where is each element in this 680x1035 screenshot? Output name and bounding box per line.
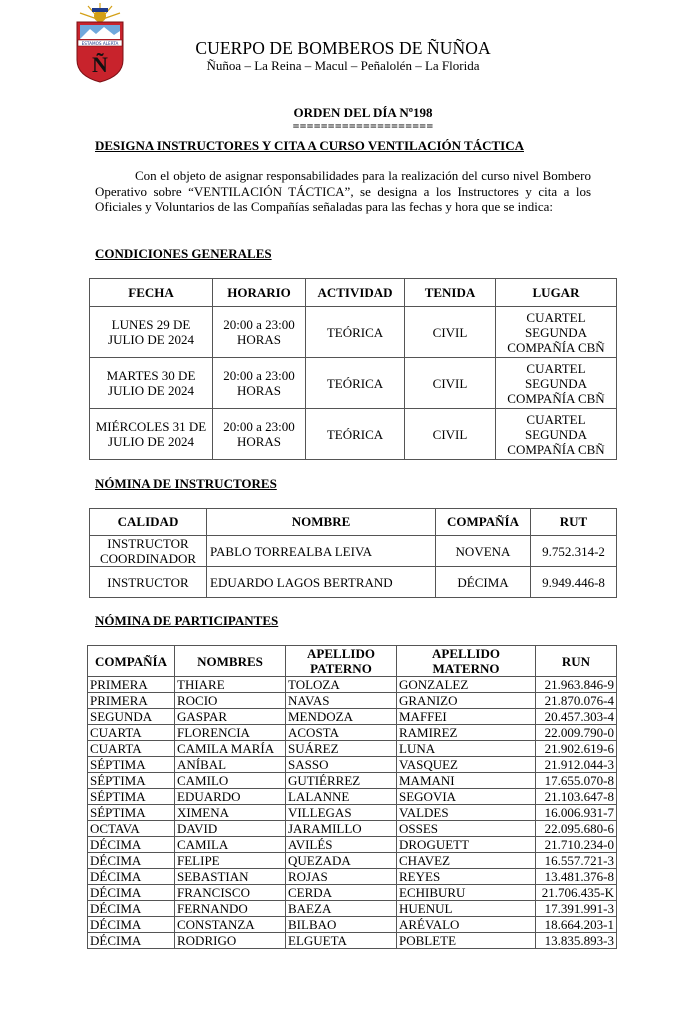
order-title: ORDEN DEL DÍA Nº198 (293, 105, 433, 120)
table-cell: ROJAS (286, 869, 397, 885)
table-cell: MIÉRCOLES 31 DE JULIO DE 2024 (90, 409, 213, 460)
table-cell: 21.902.619-6 (536, 741, 617, 757)
table-cell: JARAMILLO (286, 821, 397, 837)
table-cell: HUENUL (397, 901, 536, 917)
participant-row (88, 869, 617, 885)
conditions-table (89, 278, 617, 460)
table-cell: CUARTA (88, 741, 175, 757)
table-cell: INSTRUCTOR COORDINADOR (90, 536, 207, 567)
table-cell: PRIMERA (88, 693, 175, 709)
table-cell: 22.009.790-0 (536, 725, 617, 741)
table-cell: SEBASTIAN (175, 869, 286, 885)
table-cell: DÉCIMA (88, 837, 175, 853)
table-cell: 21.912.044-3 (536, 757, 617, 773)
participant-row (88, 789, 617, 805)
table-cell: VILLEGAS (286, 805, 397, 821)
table-cell: 20:00 a 23:00 HORAS (213, 409, 306, 460)
column-header: COMPAÑÍA (88, 646, 175, 677)
table-cell: 21.870.076-4 (536, 693, 617, 709)
table-cell: SÉPTIMA (88, 757, 175, 773)
table-cell: 13.835.893-3 (536, 933, 617, 949)
table-cell: ELGUETA (286, 933, 397, 949)
table-cell: ECHIBURU (397, 885, 536, 901)
table-cell: OSSES (397, 821, 536, 837)
table-cell: 17.655.070-8 (536, 773, 617, 789)
table-cell: QUEZADA (286, 853, 397, 869)
table-cell: CUARTA (88, 725, 175, 741)
conditions-row (90, 358, 617, 409)
table-cell: DÉCIMA (88, 901, 175, 917)
table-cell: SÉPTIMA (88, 789, 175, 805)
column-header: LUGAR (496, 279, 617, 307)
table-cell: GUTIÉRREZ (286, 773, 397, 789)
table-cell: 21.963.846-9 (536, 677, 617, 693)
table-cell: DÉCIMA (436, 567, 531, 598)
conditions-heading: CONDICIONES GENERALES (95, 246, 272, 261)
table-cell: LUNA (397, 741, 536, 757)
table-cell: GONZALEZ (397, 677, 536, 693)
column-header: CALIDAD (90, 509, 207, 536)
table-cell: DÉCIMA (88, 885, 175, 901)
column-header: APELLIDO PATERNO (286, 646, 397, 677)
participant-row (88, 837, 617, 853)
instructor-row (90, 567, 617, 598)
table-cell: CUARTEL SEGUNDA COMPAÑÍA CBÑ (496, 358, 617, 409)
table-cell: MARTES 30 DE JULIO DE 2024 (90, 358, 213, 409)
table-cell: BILBAO (286, 917, 397, 933)
table-cell: REYES (397, 869, 536, 885)
participant-row (88, 853, 617, 869)
participant-row (88, 917, 617, 933)
logo-letter: Ñ (92, 52, 108, 77)
table-cell: CIVIL (405, 409, 496, 460)
order-subject: DESIGNA INSTRUCTORES Y CITA A CURSO VENTILACIÓN TÁCTICA (95, 138, 524, 153)
instructor-row (90, 536, 617, 567)
participant-row (88, 693, 617, 709)
participants-heading: NÓMINA DE PARTICIPANTES (95, 613, 279, 628)
column-header: FECHA (90, 279, 213, 307)
table-cell: PABLO TORREALBA LEIVA (207, 536, 436, 567)
table-cell: 21.710.234-0 (536, 837, 617, 853)
table-cell: CAMILA (175, 837, 286, 853)
table-cell: CERDA (286, 885, 397, 901)
participants-header-row (88, 646, 617, 677)
conditions-row (90, 307, 617, 358)
table-cell: GRANIZO (397, 693, 536, 709)
table-cell: TEÓRICA (306, 307, 405, 358)
participant-row (88, 773, 617, 789)
table-cell: 22.095.680-6 (536, 821, 617, 837)
table-cell: SASSO (286, 757, 397, 773)
table-cell: CHAVEZ (397, 853, 536, 869)
participant-row (88, 725, 617, 741)
table-cell: CIVIL (405, 307, 496, 358)
table-cell: GASPAR (175, 709, 286, 725)
table-cell: CUARTEL SEGUNDA COMPAÑÍA CBÑ (496, 307, 617, 358)
table-cell: VASQUEZ (397, 757, 536, 773)
table-cell: SÉPTIMA (88, 805, 175, 821)
column-header: TENIDA (405, 279, 496, 307)
column-header: COMPAÑÍA (436, 509, 531, 536)
organization-title: CUERPO DE BOMBEROS DE ÑUÑOA (195, 38, 491, 58)
table-cell: AVILÉS (286, 837, 397, 853)
table-cell: TEÓRICA (306, 409, 405, 460)
table-cell: TOLOZA (286, 677, 397, 693)
table-cell: LUNES 29 DE JULIO DE 2024 (90, 307, 213, 358)
table-cell: SÉPTIMA (88, 773, 175, 789)
table-cell: CONSTANZA (175, 917, 286, 933)
table-cell: CIVIL (405, 358, 496, 409)
table-cell: RAMIREZ (397, 725, 536, 741)
table-cell: CAMILA MARÍA (175, 741, 286, 757)
table-cell: DÉCIMA (88, 853, 175, 869)
table-cell: 17.391.991-3 (536, 901, 617, 917)
table-cell: FERNANDO (175, 901, 286, 917)
table-cell: SUÁREZ (286, 741, 397, 757)
table-cell: 16.557.721-3 (536, 853, 617, 869)
table-cell: OCTAVA (88, 821, 175, 837)
table-cell: MAFFEI (397, 709, 536, 725)
table-cell: DÉCIMA (88, 933, 175, 949)
table-cell: BAEZA (286, 901, 397, 917)
table-cell: ACOSTA (286, 725, 397, 741)
table-cell: RODRIGO (175, 933, 286, 949)
participant-row (88, 821, 617, 837)
table-cell: THIARE (175, 677, 286, 693)
table-cell: PRIMERA (88, 677, 175, 693)
table-cell: 20.457.303-4 (536, 709, 617, 725)
participant-row (88, 677, 617, 693)
column-header: NOMBRES (175, 646, 286, 677)
table-cell: MENDOZA (286, 709, 397, 725)
table-cell: ANÍBAL (175, 757, 286, 773)
conditions-row (90, 409, 617, 460)
column-header: HORARIO (213, 279, 306, 307)
participant-row (88, 709, 617, 725)
table-cell: 21.706.435-K (536, 885, 617, 901)
table-cell: NAVAS (286, 693, 397, 709)
participant-row (88, 901, 617, 917)
table-cell: EDUARDO LAGOS BERTRAND (207, 567, 436, 598)
column-header: NOMBRE (207, 509, 436, 536)
table-cell: EDUARDO (175, 789, 286, 805)
participant-row (88, 757, 617, 773)
instructors-header-row (90, 509, 617, 536)
column-header: ACTIVIDAD (306, 279, 405, 307)
table-cell: ARÉVALO (397, 917, 536, 933)
table-cell: XIMENA (175, 805, 286, 821)
table-cell: FLORENCIA (175, 725, 286, 741)
table-cell: FRANCISCO (175, 885, 286, 901)
table-cell: MAMANI (397, 773, 536, 789)
organization-subtitle: Ñuñoa – La Reina – Macul – Peñalolén – La Florida (206, 58, 480, 73)
table-cell: CUARTEL SEGUNDA COMPAÑÍA CBÑ (496, 409, 617, 460)
order-separator: ==================== (292, 119, 434, 133)
table-cell: 21.103.647-8 (536, 789, 617, 805)
table-cell: DAVID (175, 821, 286, 837)
column-header: RUT (531, 509, 617, 536)
participant-row (88, 805, 617, 821)
table-cell: FELIPE (175, 853, 286, 869)
table-cell: SEGUNDA (88, 709, 175, 725)
table-cell: 9.752.314-2 (531, 536, 617, 567)
table-cell: ROCIO (175, 693, 286, 709)
table-cell: 20:00 a 23:00 HORAS (213, 307, 306, 358)
fire-department-shield-logo (74, 2, 126, 84)
logo-motto: ESTAMOS ALERTA (81, 40, 119, 46)
table-cell: VALDES (397, 805, 536, 821)
table-cell: 16.006.931-7 (536, 805, 617, 821)
participant-row (88, 933, 617, 949)
instructors-heading: NÓMINA DE INSTRUCTORES (95, 476, 277, 491)
table-cell: 18.664.203-1 (536, 917, 617, 933)
column-header: RUN (536, 646, 617, 677)
table-cell: INSTRUCTOR (90, 567, 207, 598)
participants-table (87, 645, 617, 949)
table-cell: NOVENA (436, 536, 531, 567)
table-cell: POBLETE (397, 933, 536, 949)
table-cell: 13.481.376-8 (536, 869, 617, 885)
table-cell: LALANNE (286, 789, 397, 805)
order-intro-paragraph: Con el objeto de asignar responsabilidades para la realización del curso nivel Bombero Operativo sobre “VENTILACIÓN TÁCTICA”, se designa a los Instructores y cita a los Oficiales y Voluntarios de las Compañías señaladas para las fechas y hora que se indica: (95, 168, 591, 215)
participant-row (88, 741, 617, 757)
instructors-table (89, 508, 617, 598)
table-cell: SEGOVIA (397, 789, 536, 805)
table-cell: TEÓRICA (306, 358, 405, 409)
column-header: APELLIDO MATERNO (397, 646, 536, 677)
table-cell: 9.949.446-8 (531, 567, 617, 598)
conditions-header-row (90, 279, 617, 307)
table-cell: DÉCIMA (88, 869, 175, 885)
table-cell: DÉCIMA (88, 917, 175, 933)
participant-row (88, 885, 617, 901)
table-cell: CAMILO (175, 773, 286, 789)
table-cell: 20:00 a 23:00 HORAS (213, 358, 306, 409)
table-cell: DROGUETT (397, 837, 536, 853)
